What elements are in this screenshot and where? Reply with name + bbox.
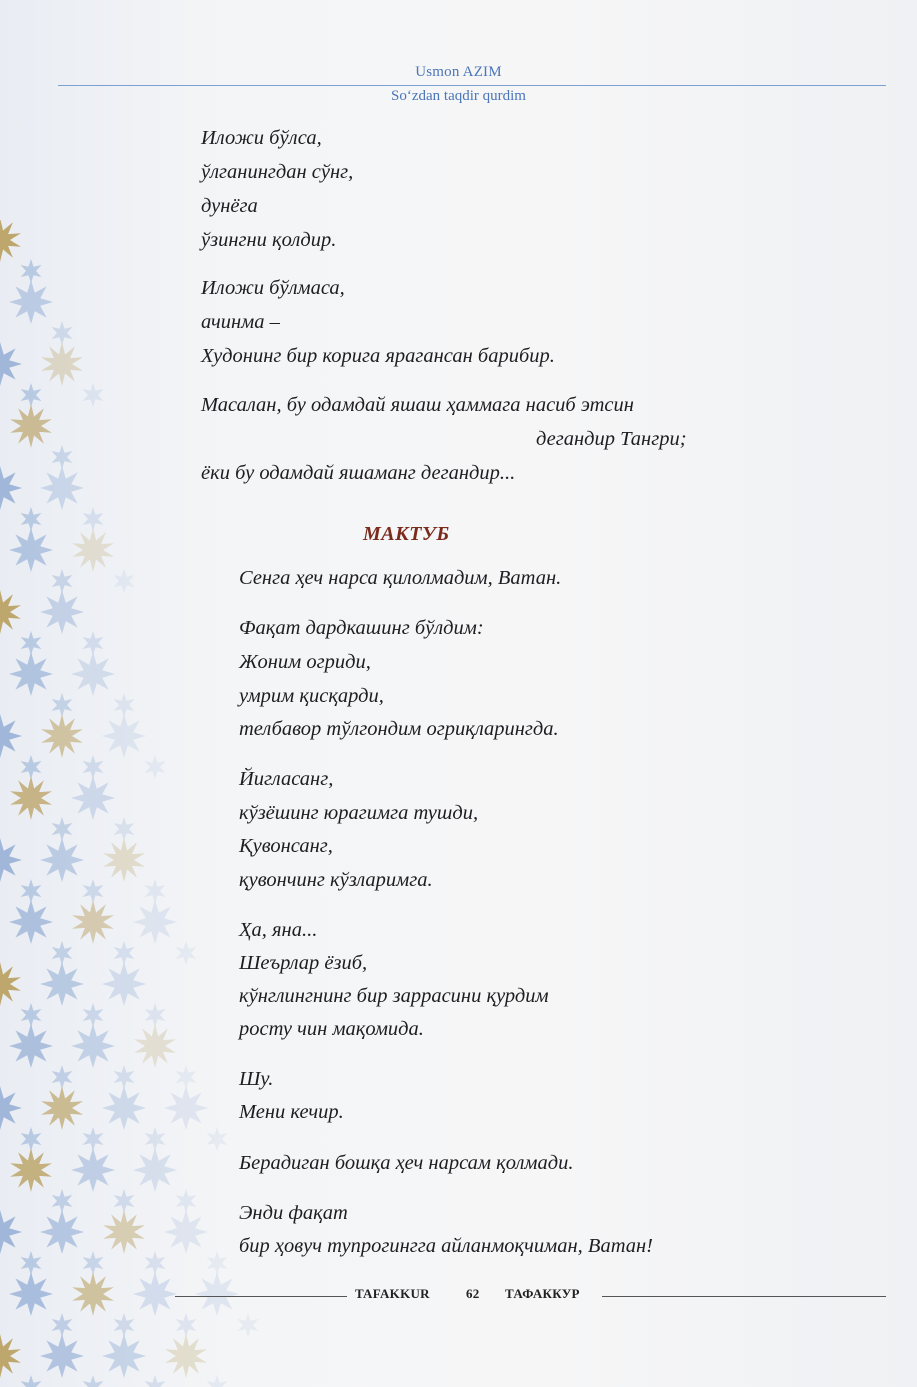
poem-line: ўзингни қолдир. [201, 229, 337, 251]
footer-magazine-latin: TAFAKKUR [355, 1286, 430, 1301]
poem-line: Иложи бўлмаса, [201, 277, 345, 299]
blue-star-motif [40, 1210, 84, 1254]
poem-line: Ҳа, яна... [239, 919, 318, 941]
small-star-motif [207, 1375, 228, 1387]
blue-star-motif [102, 714, 146, 758]
small-star-motif [52, 941, 73, 965]
small-star-motif [114, 569, 135, 593]
blue-star-motif [71, 1024, 115, 1068]
gold-star-motif [10, 1148, 52, 1192]
blue-star-motif [0, 466, 22, 510]
poem-line: кўзёшинг юрагимга тушди, [239, 802, 479, 824]
small-star-motif [21, 879, 42, 903]
small-star-motif [52, 693, 73, 717]
poem-line: умрим қисқарди, [239, 685, 384, 707]
gold-star-motif [10, 404, 52, 448]
small-star-motif [114, 1189, 135, 1213]
small-star-motif [145, 1003, 166, 1027]
small-star-motif [207, 1127, 228, 1151]
blue-star-motif [40, 838, 84, 882]
blue-star-motif [40, 962, 84, 1006]
small-star-motif [52, 321, 73, 345]
small-star-motif [21, 1375, 42, 1387]
small-star-motif [21, 755, 42, 779]
small-star-motif [114, 941, 135, 965]
poem-line: Берадиган бошқа ҳеч нарсам қолмади. [239, 1152, 574, 1174]
small-star-motif [21, 259, 42, 283]
small-star-motif [21, 383, 42, 407]
small-star-motif [52, 1189, 73, 1213]
small-star-motif [114, 1065, 135, 1089]
footer-rule-right [602, 1296, 886, 1297]
poem-line: дунёга [201, 195, 258, 217]
small-star-motif [21, 631, 42, 655]
small-star-motif [83, 879, 104, 903]
small-star-motif [21, 1003, 42, 1027]
small-star-motif [238, 1313, 259, 1337]
blue-star-motif [9, 900, 53, 944]
poem-line: Иложи бўлса, [201, 127, 322, 149]
blue-star-motif [164, 1210, 208, 1254]
small-star-motif [52, 817, 73, 841]
header-book-title: So‘zdan taqdir qurdim [391, 88, 526, 104]
blue-star-motif [0, 838, 22, 882]
poem-line: Сенга ҳеч нарса қилолмадим, Ватан. [239, 567, 562, 589]
poem-line: росту чин мақомида. [239, 1018, 424, 1040]
blue-star-motif [195, 1272, 239, 1316]
small-star-motif [114, 1313, 135, 1337]
small-star-motif [176, 1065, 197, 1089]
poem-line: телбавор тўлгондим огриқларингда. [239, 718, 559, 740]
blue-star-motif [0, 1210, 22, 1254]
gold-star-motif [41, 714, 83, 758]
header-author: Usmon AZIM [415, 64, 502, 80]
gold-star-motif [103, 838, 145, 882]
poem-line: Қувонсанг, [239, 835, 333, 857]
footer-magazine-cyrillic: ТАФАККУР [505, 1286, 580, 1301]
small-star-motif [207, 1251, 228, 1275]
gold-star-motif [41, 1086, 83, 1130]
small-star-motif [83, 1127, 104, 1151]
small-star-motif [83, 1375, 104, 1387]
gold-star-motif [72, 900, 114, 944]
poem-line: Йигласанг, [239, 768, 334, 790]
poem-line: Шеърлар ёзиб, [239, 952, 368, 974]
poem-title: МАКТУБ [363, 523, 450, 545]
poem-line: бир ҳовуч тупрогингга айланмоқчиман, Ватан! [239, 1235, 654, 1257]
blue-star-motif [9, 1024, 53, 1068]
small-star-motif [83, 1003, 104, 1027]
small-star-motif [83, 631, 104, 655]
small-star-motif [83, 383, 104, 407]
small-star-motif [83, 1251, 104, 1275]
footer-page-number: 62 [466, 1286, 480, 1301]
blue-star-motif [164, 1086, 208, 1130]
small-star-motif [145, 1251, 166, 1275]
blue-star-motif [102, 962, 146, 1006]
small-star-motif [145, 1127, 166, 1151]
small-star-motif [83, 755, 104, 779]
blue-star-motif [9, 652, 53, 696]
small-star-motif [52, 1313, 73, 1337]
gold-star-motif [72, 1272, 114, 1316]
gold-star-motif [41, 342, 83, 386]
poem-line: Жоним огриди, [239, 651, 371, 673]
poem-line: дегандир Тангри; [536, 428, 687, 450]
gold-star-motif [134, 1024, 176, 1068]
blue-star-motif [71, 1148, 115, 1192]
blue-star-motif [40, 466, 84, 510]
poem-line: Энди фақат [239, 1202, 348, 1224]
blue-star-motif [102, 1334, 146, 1378]
small-star-motif [176, 941, 197, 965]
poem-line: ёки бу одамдай яшаманг дегандир... [201, 462, 516, 484]
small-star-motif [52, 569, 73, 593]
gold-star-motif [10, 776, 52, 820]
blue-star-motif [71, 776, 115, 820]
gold-star-motif [0, 1334, 21, 1378]
blue-star-motif [0, 714, 22, 758]
gold-star-motif [103, 1210, 145, 1254]
blue-star-motif [40, 590, 84, 634]
blue-star-motif [9, 1272, 53, 1316]
poem-line: Шу. [239, 1068, 274, 1090]
gold-star-motif [72, 528, 114, 572]
gold-star-motif [165, 1334, 207, 1378]
small-star-motif [21, 507, 42, 531]
small-star-motif [52, 445, 73, 469]
small-star-motif [176, 1189, 197, 1213]
blue-star-motif [71, 652, 115, 696]
blue-star-motif [133, 1148, 177, 1192]
small-star-motif [145, 755, 166, 779]
poem-line: кўнглингнинг бир заррасини қурдим [239, 985, 549, 1007]
header-divider [58, 85, 886, 86]
blue-star-motif [102, 1086, 146, 1130]
blue-star-motif [0, 342, 22, 386]
gold-star-motif [0, 590, 21, 634]
blue-star-motif [40, 1334, 84, 1378]
poem-line: қувончинг кўзларимга. [239, 869, 433, 891]
blue-star-motif [9, 280, 53, 324]
small-star-motif [145, 1375, 166, 1387]
poem-line: Худонинг бир корига ярагансан барибир. [201, 345, 555, 367]
poem-line: ўлганингдан сўнг, [201, 161, 354, 183]
gold-star-motif [0, 962, 21, 1006]
footer-rule-left [175, 1296, 347, 1297]
small-star-motif [114, 693, 135, 717]
gold-star-motif [0, 220, 21, 262]
blue-star-motif [9, 528, 53, 572]
small-star-motif [145, 879, 166, 903]
blue-star-motif [133, 1272, 177, 1316]
blue-star-motif [0, 1086, 22, 1130]
small-star-motif [83, 507, 104, 531]
small-star-motif [52, 1065, 73, 1089]
poem-line: Фақат дардкашинг бўлдим: [239, 617, 484, 639]
blue-star-motif [133, 900, 177, 944]
poem-line: Мени кечир. [239, 1101, 344, 1123]
small-star-motif [21, 1251, 42, 1275]
poem-line: ачинма – [201, 311, 280, 333]
small-star-motif [114, 817, 135, 841]
poem-line: Масалан, бу одамдай яшаш ҳаммага насиб этсин [201, 394, 634, 416]
small-star-motif [21, 1127, 42, 1151]
small-star-motif [176, 1313, 197, 1337]
